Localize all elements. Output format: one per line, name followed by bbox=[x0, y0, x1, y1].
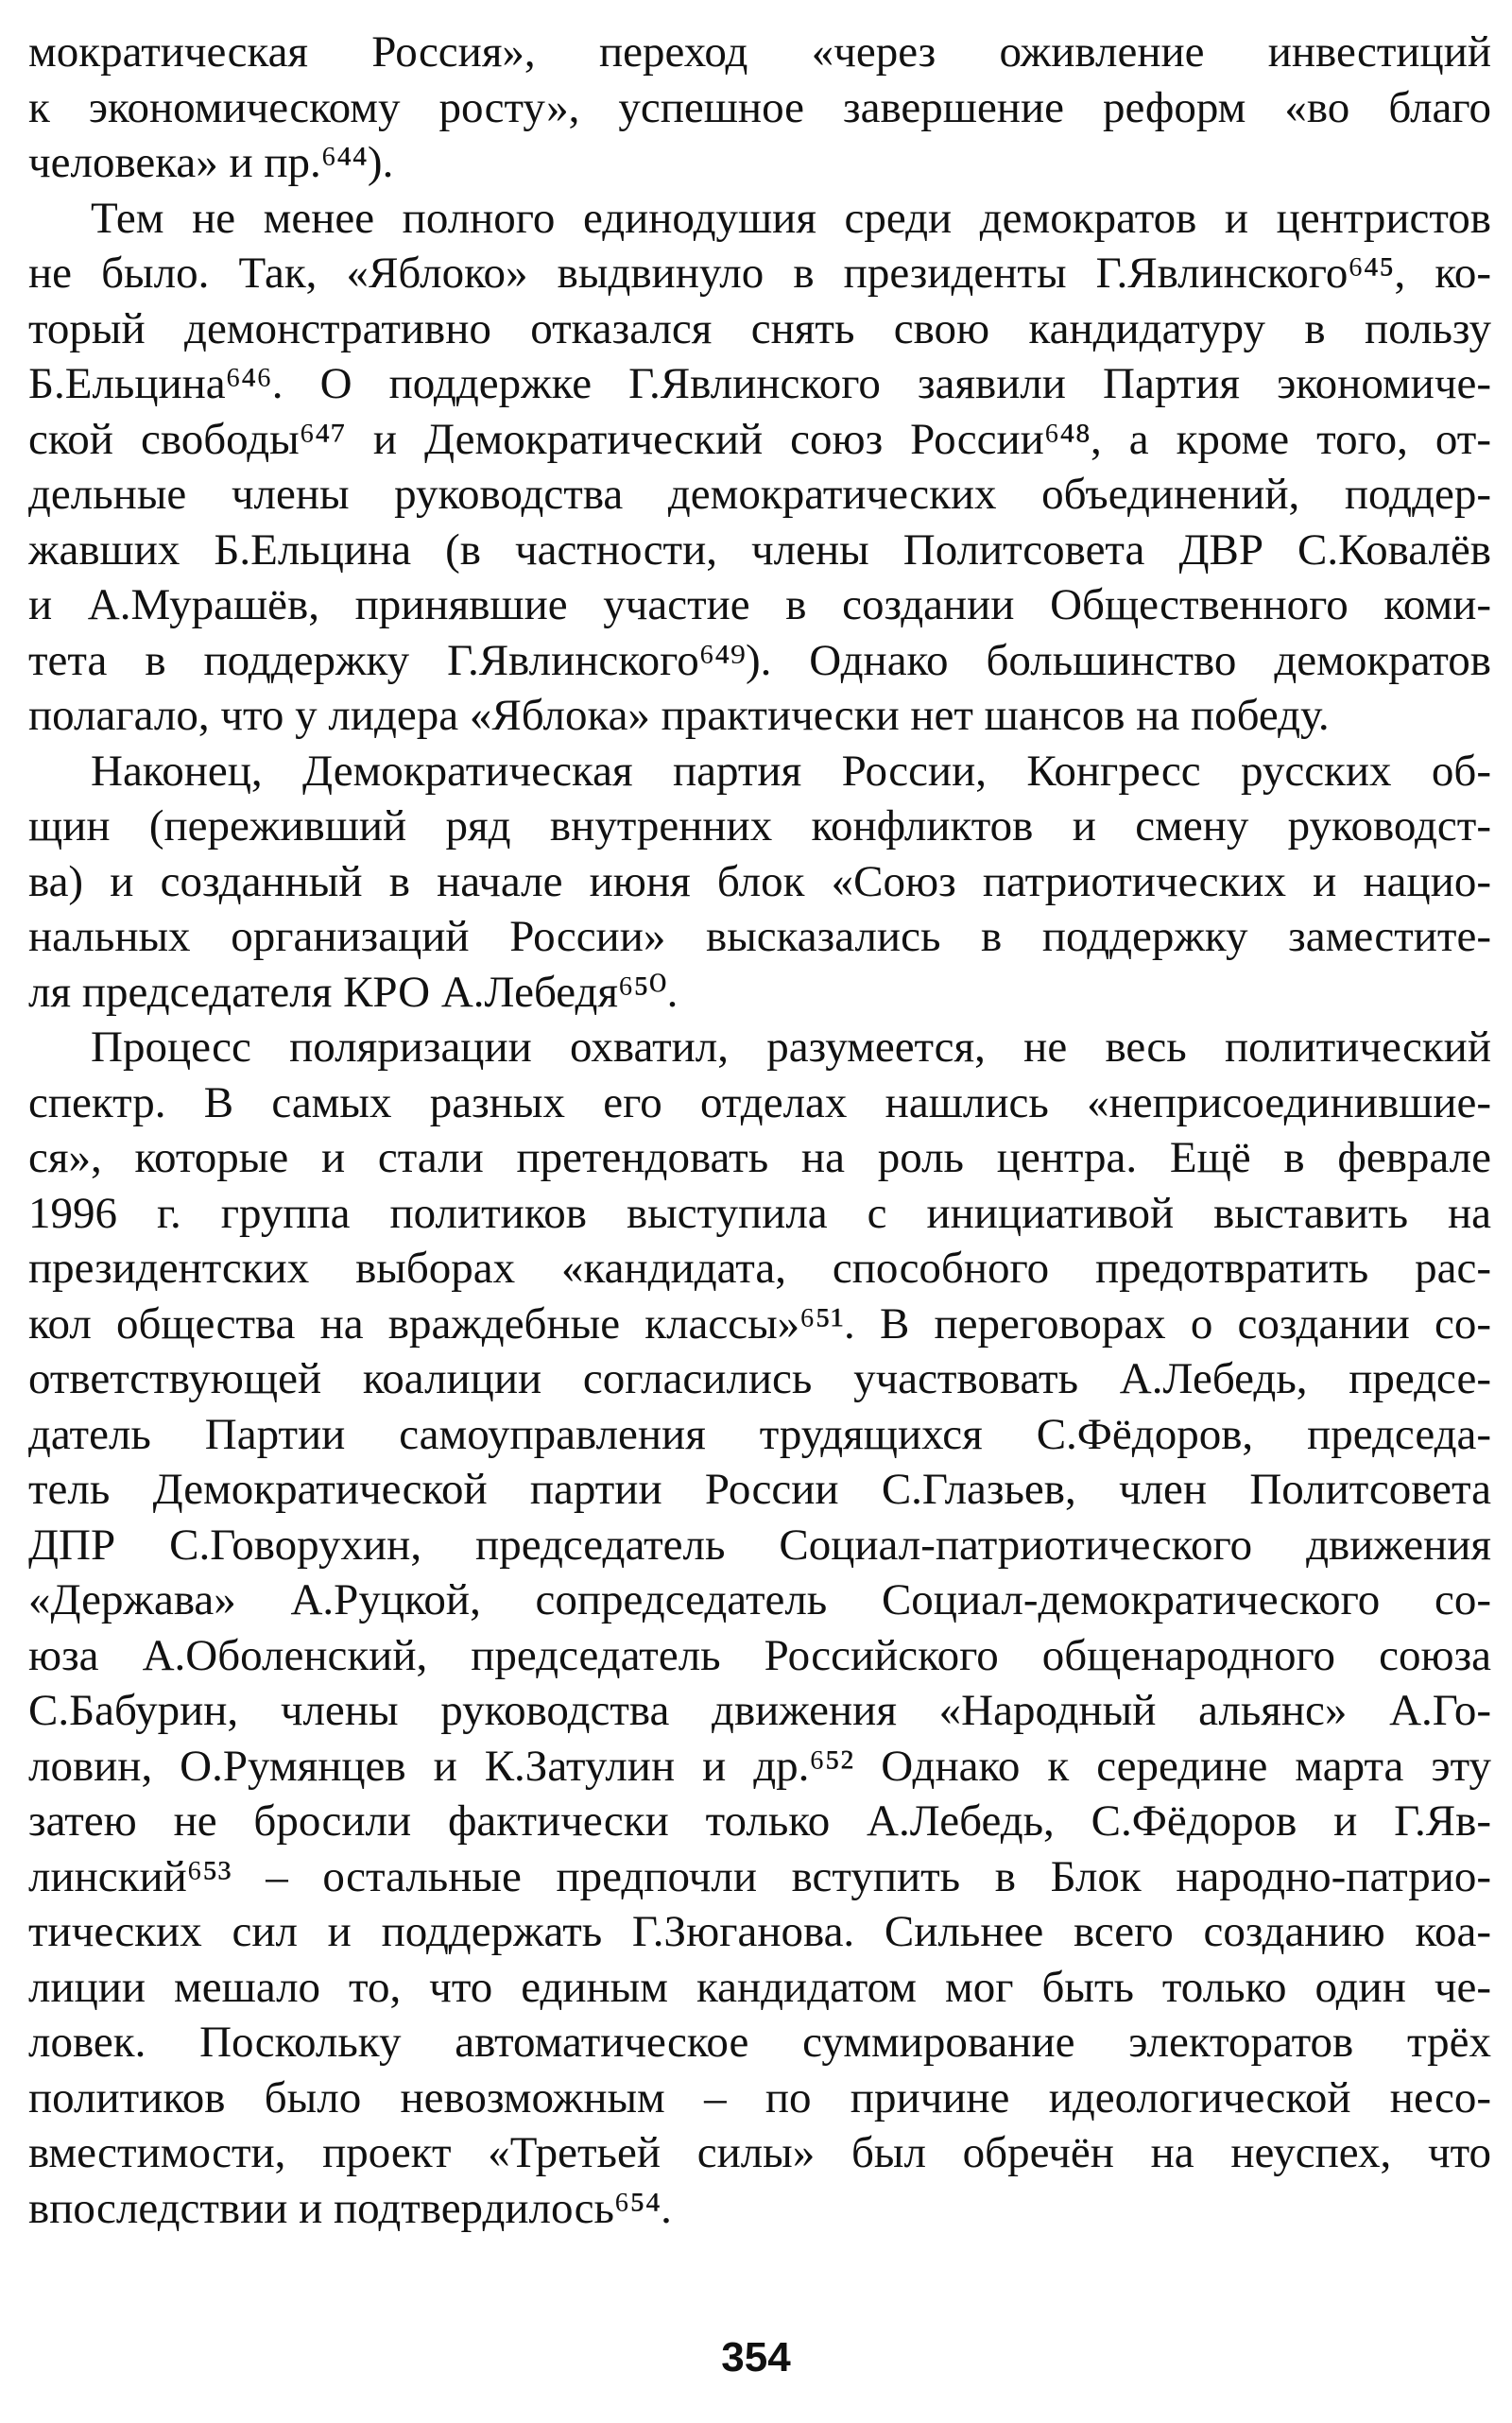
text-line: С.Бабурин, члены руководства движения «Народный альянс» А.Го- bbox=[28, 1686, 1491, 1735]
text-line: ловек. Поскольку автоматическое суммирование электоратов трёх bbox=[28, 2018, 1491, 2067]
text-line: затею не бросили фактически только А.Лебедь, С.Фёдоров и Г.Яв- bbox=[28, 1796, 1491, 1846]
text-line: не было. Так, «Яблоко» выдвинуло в президенты Г.Явлинского⁶⁴⁵, ко- bbox=[28, 249, 1491, 298]
text-line: лиции мешало то, что единым кандидатом мог быть только один че- bbox=[28, 1962, 1491, 2012]
text-line: президентских выборах «кандидата, способного предотвратить рас- bbox=[28, 1244, 1491, 1293]
text-flow bbox=[28, 25, 1491, 2236]
text-line: нальных организаций России» высказались в поддержку заместите- bbox=[28, 912, 1491, 961]
text-line: к экономическому росту», успешное завершение реформ «во благо bbox=[28, 82, 1491, 132]
text-line: Тем не менее полного единодушия среди демократов и центристов bbox=[91, 193, 1491, 243]
paragraph bbox=[28, 25, 1491, 191]
text-line: юза А.Оболенский, председатель Российского общенародного союза bbox=[28, 1630, 1491, 1680]
text-line: «Держава» А.Руцкой, сопредседатель Социал-демократического со- bbox=[28, 1575, 1491, 1624]
text-line: Наконец, Демократическая партия России, Конгресс русских об- bbox=[91, 746, 1491, 796]
text-line: 1996 г. группа политиков выступила с инициативой выставить на bbox=[28, 1188, 1491, 1238]
text-line: Процесс поляризации охватил, разумеется, не весь политический bbox=[91, 1022, 1491, 1072]
text-line: кол общества на враждебные классы»⁶⁵¹. В переговорах о создании со- bbox=[28, 1298, 1491, 1349]
text-line: спектр. В самых разных его отделах нашлись «неприсоединившие- bbox=[28, 1077, 1491, 1127]
text-line: ловин, О.Румянцев и К.Затулин и др.⁶⁵² Однако к середине марта эту bbox=[28, 1741, 1491, 1791]
text-line: ля председателя КРО А.Лебедя⁶⁵⁰. bbox=[28, 967, 679, 1017]
text-line: Б.Ельцина⁶⁴⁶. О поддержке Г.Явлинского заявили Партия экономиче- bbox=[28, 359, 1491, 408]
text-line: ся», которые и стали претендовать на роль центра. Ещё в феврале bbox=[28, 1133, 1491, 1182]
text-line: полагало, что у лидера «Яблока» практически нет шансов на победу. bbox=[28, 691, 1330, 740]
text-line: тета в поддержку Г.Явлинского⁶⁴⁹). Однако большинство демократов bbox=[28, 635, 1491, 685]
page-body bbox=[28, 25, 1491, 2236]
paragraph bbox=[28, 191, 1491, 744]
text-line: и А.Мурашёв, принявшие участие в создании Общественного коми- bbox=[28, 580, 1491, 629]
text-line: тель Демократической партии России С.Глазьев, член Политсовета bbox=[28, 1465, 1491, 1514]
text-line: впоследствии и подтвердилось⁶⁵⁴. bbox=[28, 2183, 672, 2233]
text-line: вместимости, проект «Третьей силы» был обречён на неуспех, что bbox=[28, 2128, 1491, 2177]
text-line: линский⁶⁵³ – остальные предпочли вступить в Блок народно-патрио- bbox=[28, 1851, 1491, 1901]
text-line: ва) и созданный в начале июня блок «Союз патриотических и нацио- bbox=[28, 856, 1491, 906]
text-line: ской свободы⁶⁴⁷ и Демократический союз России⁶⁴⁸, а кроме того, от- bbox=[28, 414, 1491, 464]
text-line: политиков было невозможным – по причине идеологической несо- bbox=[28, 2072, 1491, 2122]
paragraph bbox=[28, 1020, 1491, 2236]
text-line: ответствующей коалиции согласились участвовать А.Лебедь, предсе- bbox=[28, 1354, 1491, 1403]
text-line: жавших Б.Ельцина (в частности, члены Политсовета ДВР С.Ковалёв bbox=[28, 524, 1491, 575]
text-line: ДПР С.Говорухин, председатель Социал-патриотического движения bbox=[28, 1520, 1491, 1570]
text-line: датель Партии самоуправления трудящихся С.Фёдоров, председа- bbox=[28, 1409, 1491, 1459]
text-line: щин (переживший ряд внутренних конфликтов и смену руководст- bbox=[28, 801, 1491, 851]
text-line: мократическая Россия», переход «через оживление инвестиций bbox=[28, 27, 1491, 77]
paragraph bbox=[28, 744, 1491, 1021]
text-line: тических сил и поддержать Г.Зюганова. Сильнее всего созданию коа- bbox=[28, 1907, 1491, 1956]
page-number: 354 bbox=[721, 2334, 791, 2380]
text-line: дельные члены руководства демократических объединений, поддер- bbox=[28, 470, 1491, 519]
text-line: торый демонстративно отказался снять свою кандидатуру в пользу bbox=[28, 303, 1491, 353]
text-line: человека» и пр.⁶⁴⁴). bbox=[28, 138, 394, 187]
